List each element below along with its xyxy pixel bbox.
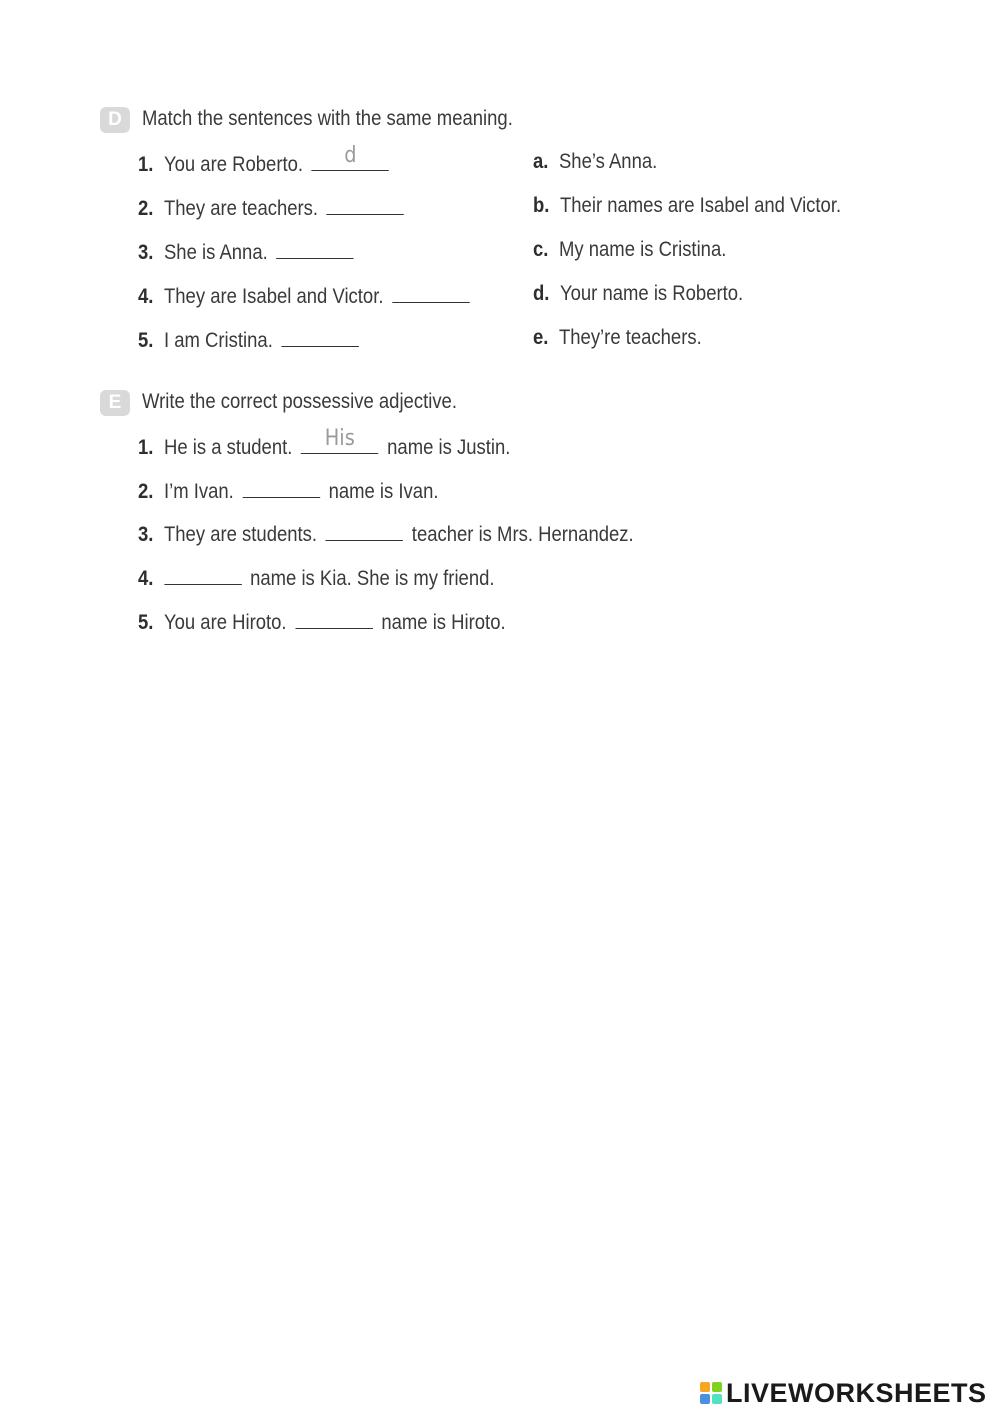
item-number: 3. xyxy=(138,241,154,264)
logo-icon xyxy=(700,1382,722,1404)
match-option-c xyxy=(533,238,726,262)
answer-blank-2[interactable] xyxy=(327,194,404,215)
option-text: Your name is Roberto. xyxy=(559,282,744,305)
option-letter: d. xyxy=(533,282,550,305)
answer-blank-2[interactable] xyxy=(242,477,319,498)
logo-square xyxy=(712,1394,722,1404)
item-before: He is a student. xyxy=(163,436,293,459)
item-after: name is Kia. She is my friend. xyxy=(250,567,495,590)
item-text: She is Anna. xyxy=(163,241,268,264)
section-e-badge: E xyxy=(100,390,130,416)
possessive-item-2 xyxy=(138,477,438,504)
answer-text: d xyxy=(344,143,357,168)
answer-blank-5[interactable] xyxy=(295,608,372,629)
answer-blank-5[interactable] xyxy=(281,326,358,347)
match-item-3 xyxy=(138,238,357,265)
option-letter: b. xyxy=(533,194,550,217)
match-item-4 xyxy=(138,282,473,309)
item-number: 4. xyxy=(138,285,154,308)
option-text: They’re teachers. xyxy=(558,326,702,349)
possessive-item-1 xyxy=(138,426,511,460)
item-number: 1. xyxy=(138,153,154,176)
liveworksheets-logo xyxy=(700,1376,987,1410)
item-text: They are teachers. xyxy=(163,197,319,220)
answer-blank-1[interactable] xyxy=(301,426,378,454)
possessive-item-4 xyxy=(138,564,495,591)
answer-blank-1[interactable] xyxy=(312,143,389,171)
answer-blank-4[interactable] xyxy=(164,564,241,585)
match-item-5 xyxy=(138,326,362,353)
match-option-b xyxy=(533,194,841,218)
possessive-item-5 xyxy=(138,608,506,635)
section-e-instruction: Write the correct possessive adjective. xyxy=(142,390,457,413)
option-text: She’s Anna. xyxy=(558,150,658,173)
item-number: 5. xyxy=(138,329,154,352)
item-after: name is Hiroto. xyxy=(381,611,506,634)
item-after: teacher is Mrs. Hernandez. xyxy=(411,523,634,546)
item-number: 1. xyxy=(138,436,154,459)
match-option-d xyxy=(533,282,743,306)
option-letter: c. xyxy=(533,238,549,261)
item-before: They are students. xyxy=(163,523,318,546)
match-item-1 xyxy=(138,143,393,177)
brand-name: LIVEWORKSHEETS xyxy=(726,1377,987,1408)
item-text: I am Cristina. xyxy=(163,329,273,352)
item-after: name is Ivan. xyxy=(328,480,439,503)
match-option-a xyxy=(533,150,657,174)
section-d-instruction: Match the sentences with the same meaning. xyxy=(142,107,513,130)
item-before: I’m Ivan. xyxy=(163,480,234,503)
option-text: Their names are Isabel and Victor. xyxy=(559,194,842,217)
item-after: name is Justin. xyxy=(387,436,511,459)
option-letter: e. xyxy=(533,326,549,349)
option-letter: a. xyxy=(533,150,549,173)
answer-blank-3[interactable] xyxy=(276,238,353,259)
option-text: My name is Cristina. xyxy=(558,238,727,261)
item-number: 2. xyxy=(138,197,154,220)
item-text: You are Roberto. xyxy=(163,153,304,176)
item-before: You are Hiroto. xyxy=(163,611,287,634)
match-option-e xyxy=(533,326,702,350)
answer-blank-3[interactable] xyxy=(326,520,403,541)
answer-blank-4[interactable] xyxy=(392,282,469,303)
logo-square xyxy=(700,1394,710,1404)
logo-square xyxy=(712,1382,722,1392)
item-number: 3. xyxy=(138,523,154,546)
item-number: 2. xyxy=(138,480,154,503)
possessive-item-3 xyxy=(138,520,634,547)
item-text: They are Isabel and Victor. xyxy=(163,285,384,308)
section-d-badge: D xyxy=(100,107,130,133)
item-number: 5. xyxy=(138,611,154,634)
item-number: 4. xyxy=(138,567,154,590)
answer-text: His xyxy=(324,426,355,451)
logo-square xyxy=(700,1382,710,1392)
match-item-2 xyxy=(138,194,408,221)
